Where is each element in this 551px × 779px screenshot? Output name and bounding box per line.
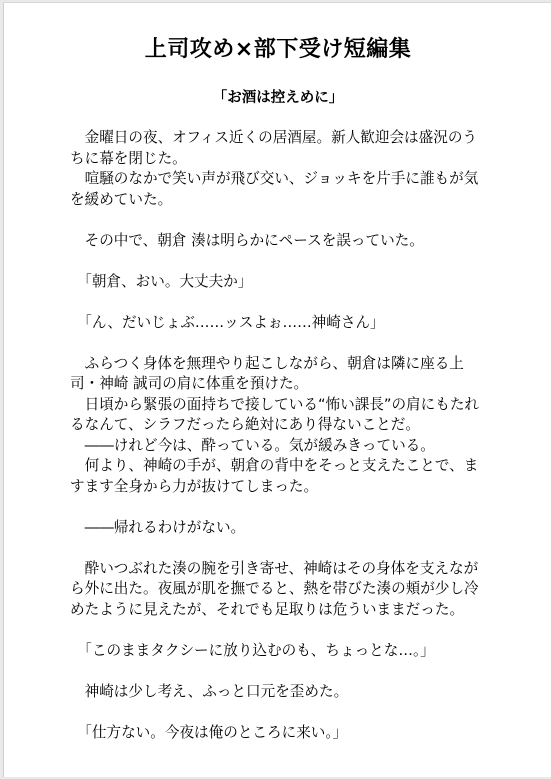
paragraph-gap <box>70 292 488 313</box>
paragraph-gap <box>70 538 488 559</box>
story-body <box>70 128 488 743</box>
story-paragraph: ――けれど今は、酔っている。気が緩みきっている。 <box>70 436 435 454</box>
chapter-title: 「お酒は控えめに」 <box>212 90 344 106</box>
document-page <box>3 2 551 777</box>
story-paragraph: 神崎は少し考え、ふっと口元を歪めた。 <box>70 682 349 700</box>
story-paragraph: その中で、朝倉 湊は明らかにペースを誤っていた。 <box>70 231 424 249</box>
story-paragraph: ――帰れるわけがない。 <box>70 518 246 536</box>
story-paragraph: 「仕方ない。今夜は俺のところに来い。」 <box>70 723 348 741</box>
document-title: 上司攻め×部下受け短編集 <box>144 37 412 62</box>
paragraph-gap <box>70 620 488 641</box>
story-paragraph: 酔いつぶれた湊の腕を引き寄せ、神崎はその身体を支えながら外に出た。夜風が肌を撫でると、熱を帯びた湊の頬が少し冷めたように見えたが、それでも足取りは危ういままだった。 <box>70 559 479 618</box>
paragraph-gap <box>70 251 488 272</box>
paragraph-gap <box>70 497 488 518</box>
paragraph-gap <box>70 661 488 682</box>
paragraph-gap <box>70 702 488 723</box>
story-paragraph: 金曜日の夜、オフィス近くの居酒屋。新人歓迎会は盛況のうちに幕を閉じた。 <box>70 129 478 167</box>
story-paragraph: 日頃から緊張の面持ちで接している“怖い課長”の肩にもたれるなんて、シラフだったら絶対にあり得ないことだ。 <box>70 395 480 433</box>
story-paragraph: 何より、神崎の手が、朝倉の背中をそっと支えたことで、ますます全身から力が抜けてしまった。 <box>70 457 479 495</box>
paragraph-gap <box>70 333 488 354</box>
story-paragraph: 「朝倉、おい。大丈夫か」 <box>70 272 253 290</box>
story-paragraph: 「ん、だいじょぶ……ッスよぉ……神崎さん」 <box>70 313 385 331</box>
story-paragraph: 「このままタクシーに放り込むのも、ちょっとな…。」 <box>70 641 435 659</box>
paragraph-gap <box>70 210 488 231</box>
story-paragraph: ふらつく身体を無理やり起こしながら、朝倉は隣に座る上司・神崎 誠司の肩に体重を預けた。 <box>70 354 464 392</box>
story-paragraph: 喧騒のなかで笑い声が飛び交い、ジョッキを片手に誰もが気を緩めていた。 <box>70 170 479 208</box>
